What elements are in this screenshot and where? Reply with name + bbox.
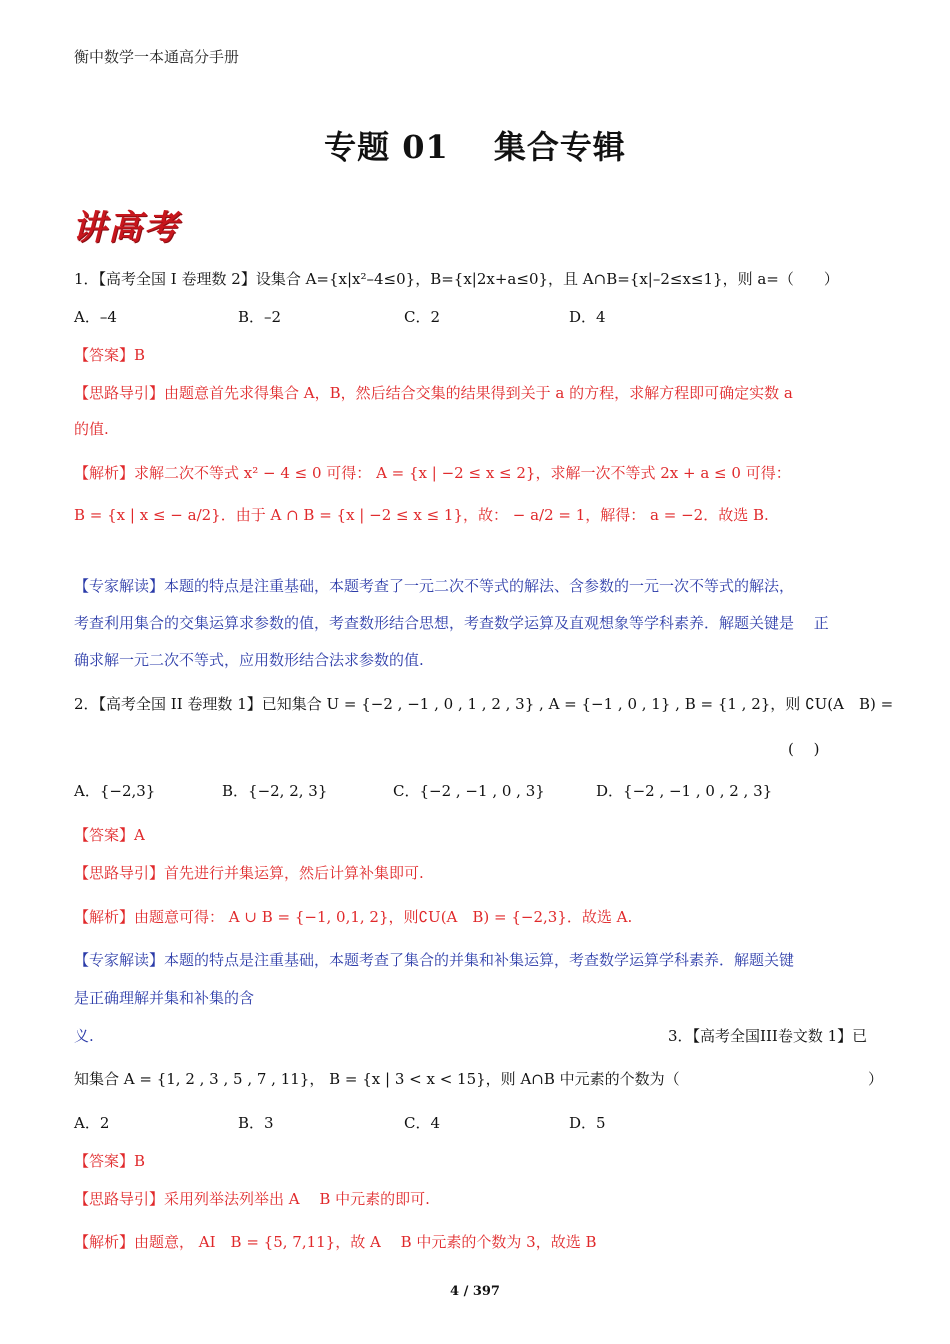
q1-option-d: D．4 (569, 308, 606, 326)
q2-stem: 2．【高考全国 II 卷理数 1】已知集合 U = {−2 , −1 , 0 , 1 , 2 , 3} , A = {−1 , 0 , 1} , B = {1 , 2}，则 ∁U(A B) = (74, 695, 894, 713)
q2-expert-line1: 【专家解读】本题的特点是注重基础，本题考查了集合的并集和补集运算，考查数学运算学科素养．解题关键 (74, 951, 795, 969)
q1-expert-line3: 确求解一元二次不等式，应用数形结合法求参数的值. (74, 651, 424, 669)
q3-stem: 知集合 A = {1, 2 , 3 , 5 , 7 , 11}， B = {x | 3 < x < 15}，则 A∩B 中元素的个数为（ (74, 1070, 680, 1088)
q1-expert-line2: 考查利用集合的交集运算求参数的值，考查数形结合思想，考查数学运算及直观想象等学科素养．解题关键是 正 (74, 614, 829, 632)
q3-guide: 【思路导引】采用列举法列举出 A B 中元素的即可. (74, 1190, 430, 1208)
q2-expert-line2: 是正确理解并集和补集的含 (74, 989, 255, 1007)
q3-solution: 【解析】由题意， AI B = {5, 7,11}，故 A B 中元素的个数为 3，故选 B (74, 1233, 597, 1251)
q3-stem-head: 3．【高考全国III卷文数 1】已 (668, 1027, 868, 1045)
page-header: 衡中数学一本通高分手册 (74, 48, 240, 66)
page-title: 专题 01 集合专辑 (324, 128, 626, 166)
q2-option-b: B．{−2, 2, 3} (222, 782, 328, 800)
q1-answer: 【答案】B (74, 346, 146, 364)
q2-solution: 【解析】由题意可得： A ∪ B = {−1, 0,1, 2}，则∁U(A B) = {−2,3}．故选 A. (74, 908, 633, 926)
q1-expert-line1: 【专家解读】本题的特点是注重基础，本题考查了一元二次不等式的解法、含参数的一元一次不等式的解法， (74, 577, 795, 595)
q1-guide-line2: 的值. (74, 420, 109, 438)
q2-expert-line3: 义. (74, 1027, 94, 1045)
q1-option-b: B．–2 (238, 308, 282, 326)
q2-option-c: C．{−2 , −1 , 0 , 3} (393, 782, 545, 800)
q1-solution-line1: 【解析】求解二次不等式 x² − 4 ≤ 0 可得： A = {x | −2 ≤ x ≤ 2}，求解一次不等式 2x + a ≤ 0 可得： (74, 464, 791, 482)
q1-stem: 1．【高考全国 I 卷理数 2】设集合 A={x|x²–4≤0}，B={x|2x+a≤0}，且 A∩B={x|–2≤x≤1}，则 a=（ ） (74, 270, 839, 288)
q2-option-d: D．{−2 , −1 , 0 , 2 , 3} (596, 782, 773, 800)
section-stamp: 讲高考 (72, 208, 180, 248)
q3-paren-close: ） (868, 1070, 884, 1088)
q1-option-c: C．2 (404, 308, 441, 326)
q3-option-a: A．2 (74, 1114, 110, 1132)
q3-option-b: B．3 (238, 1114, 274, 1132)
q2-guide: 【思路导引】首先进行并集运算，然后计算补集即可. (74, 864, 424, 882)
q3-option-c: C．4 (404, 1114, 441, 1132)
q2-paren: ( ) (788, 740, 820, 758)
page-number: 4 / 397 (450, 1284, 500, 1299)
q3-answer: 【答案】B (74, 1152, 146, 1170)
q1-option-a: A．–4 (74, 308, 117, 326)
q3-option-d: D．5 (569, 1114, 606, 1132)
q2-option-a: A．{−2,3} (74, 782, 156, 800)
q1-solution-line2: B = {x | x ≤ − a/2}．由于 A ∩ B = {x | −2 ≤ x ≤ 1}，故： − a/2 = 1，解得： a = −2．故选 B. (74, 506, 769, 524)
q1-guide-line1: 【思路导引】由题意首先求得集合 A，B，然后结合交集的结果得到关于 a 的方程，求解方程即可确定实数 a (74, 384, 793, 402)
q2-answer: 【答案】A (74, 826, 145, 844)
